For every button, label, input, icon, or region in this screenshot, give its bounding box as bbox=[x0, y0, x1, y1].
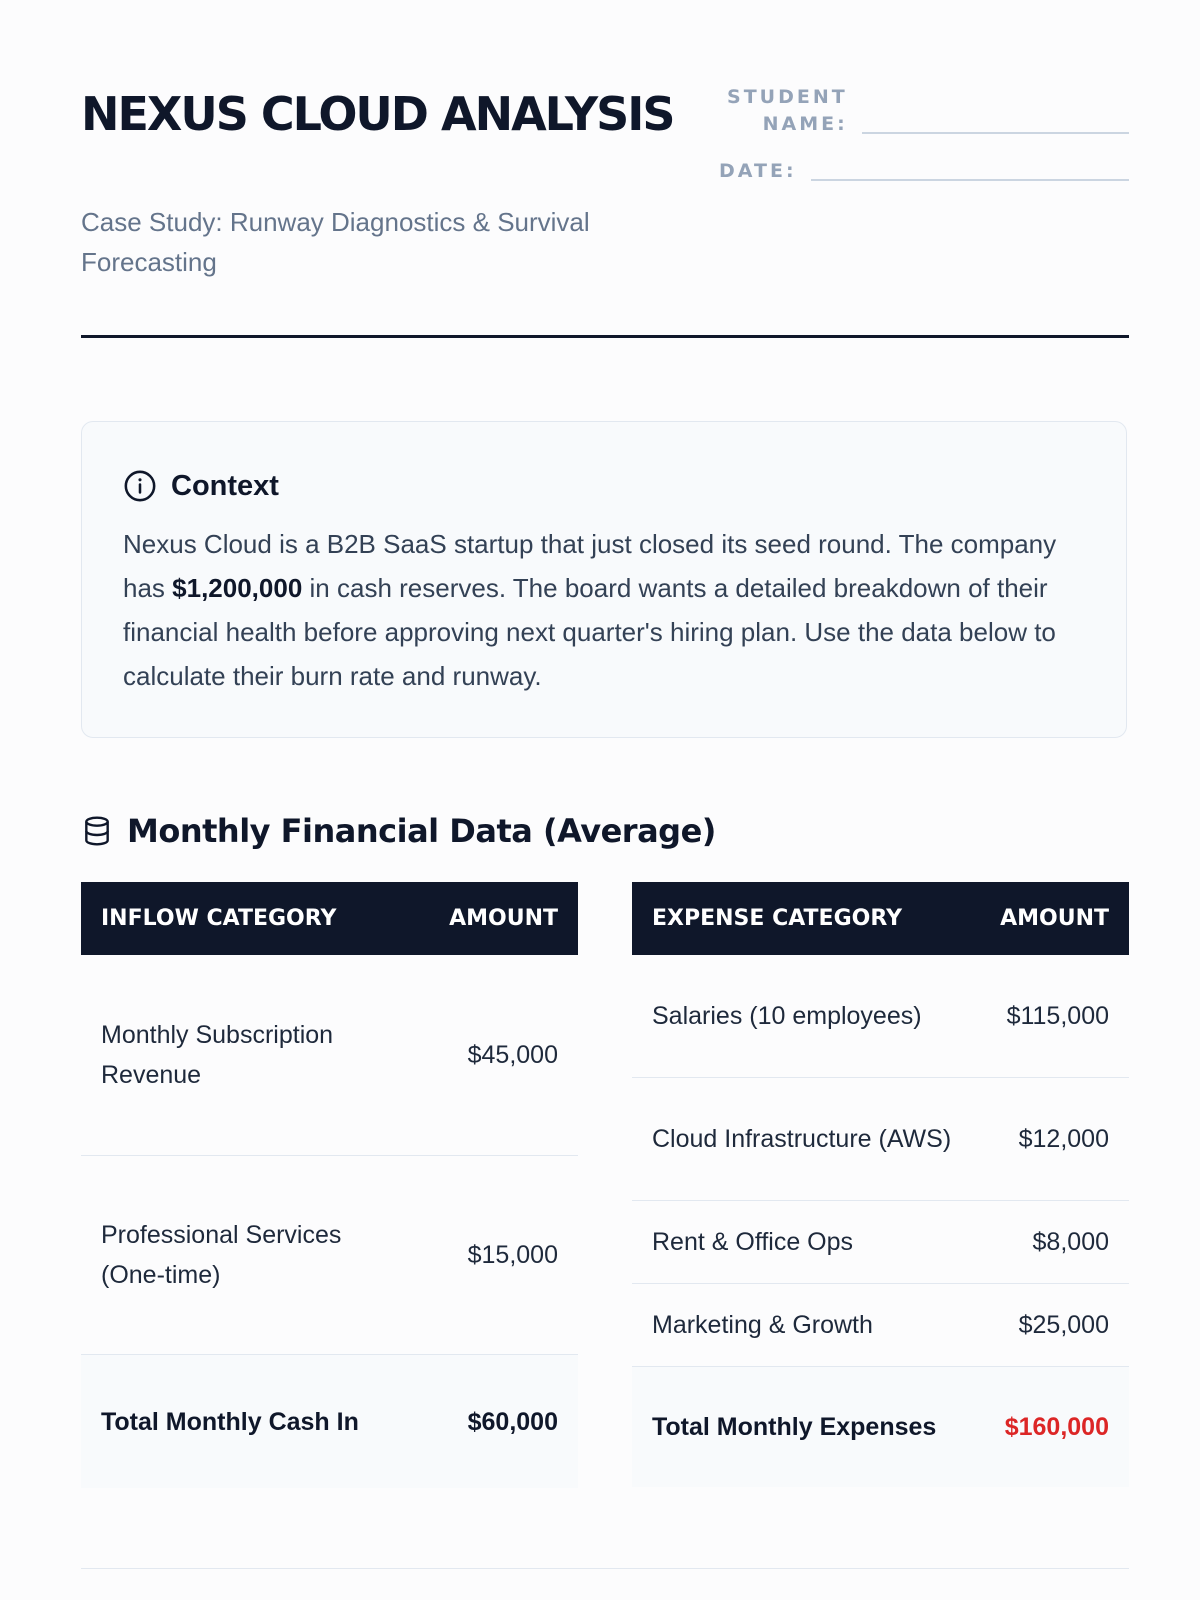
context-title: Context bbox=[171, 469, 279, 502]
date-label: DATE: bbox=[719, 160, 797, 182]
table-row bbox=[632, 1284, 1129, 1367]
context-box bbox=[81, 421, 1127, 738]
page-header bbox=[81, 84, 1129, 340]
inflow-table bbox=[81, 882, 578, 1488]
student-name-row bbox=[719, 84, 1129, 138]
expense-amount-cell: $8,000 bbox=[977, 1201, 1129, 1284]
info-icon bbox=[123, 469, 157, 503]
table-row bbox=[81, 1156, 578, 1355]
expense-total-row bbox=[632, 1367, 1129, 1488]
context-text-part2: in cash reserves. The board wants a detailed breakdown of their financial health before approving next quarter's hiring plan. Use the data below to calculate their burn rate and runway. bbox=[123, 573, 1056, 691]
page-subtitle: Case Study: Runway Diagnostics & Survival Forecasting bbox=[81, 207, 590, 277]
inflow-amount-cell: $45,000 bbox=[429, 955, 578, 1156]
expense-header-row bbox=[632, 882, 1129, 955]
inflow-amount-cell: $15,000 bbox=[429, 1156, 578, 1355]
table-row bbox=[632, 955, 1129, 1078]
page-title: NEXUS CLOUD ANALYSIS bbox=[81, 87, 674, 141]
header-divider bbox=[81, 335, 1129, 338]
table-row bbox=[81, 955, 578, 1156]
context-heading bbox=[123, 466, 1086, 506]
expense-category-cell: Cloud Infrastructure (AWS) bbox=[632, 1078, 977, 1201]
expense-category-header: EXPENSE CATEGORY bbox=[632, 882, 977, 955]
expense-category-cell: Salaries (10 employees) bbox=[632, 955, 977, 1078]
cash-reserves-value: $1,200,000 bbox=[172, 573, 303, 603]
financial-data-title: Monthly Financial Data (Average) bbox=[127, 812, 716, 850]
expense-table bbox=[632, 882, 1129, 1487]
expense-category-cell: Rent & Office Ops bbox=[632, 1201, 977, 1284]
expense-category-cell: Marketing & Growth bbox=[632, 1284, 977, 1367]
expense-total-amount: $160,000 bbox=[977, 1367, 1129, 1488]
financial-data-heading bbox=[81, 806, 716, 856]
expense-amount-cell: $12,000 bbox=[977, 1078, 1129, 1201]
student-name-field[interactable] bbox=[862, 132, 1129, 134]
date-row bbox=[719, 158, 1129, 185]
worksheet-page bbox=[81, 0, 1129, 1600]
inflow-total-label: Total Monthly Cash In bbox=[81, 1355, 429, 1489]
section-divider bbox=[81, 1568, 1129, 1569]
context-text-part1: Nexus Cloud is a B2B SaaS startup that just closed its seed round. The company has bbox=[123, 529, 1057, 603]
expense-amount-header: AMOUNT bbox=[977, 882, 1129, 955]
database-icon bbox=[81, 815, 113, 847]
expense-amount-cell: $25,000 bbox=[977, 1284, 1129, 1367]
inflow-category-cell: Monthly Subscription Revenue bbox=[81, 955, 429, 1156]
student-name-label: STUDENT NAME: bbox=[727, 86, 848, 135]
inflow-header-row bbox=[81, 882, 578, 955]
inflow-category-header: INFLOW CATEGORY bbox=[81, 882, 429, 955]
date-field[interactable] bbox=[811, 179, 1129, 181]
expense-amount-cell: $115,000 bbox=[977, 955, 1129, 1078]
expense-total-label: Total Monthly Expenses bbox=[632, 1367, 977, 1488]
inflow-amount-header: AMOUNT bbox=[429, 882, 578, 955]
context-body bbox=[123, 522, 1086, 698]
table-row bbox=[632, 1078, 1129, 1201]
inflow-total-amount: $60,000 bbox=[429, 1355, 578, 1489]
inflow-category-cell: Professional Services (One-time) bbox=[81, 1156, 429, 1355]
inflow-total-row bbox=[81, 1355, 578, 1489]
student-meta bbox=[719, 84, 1129, 205]
table-row bbox=[632, 1201, 1129, 1284]
